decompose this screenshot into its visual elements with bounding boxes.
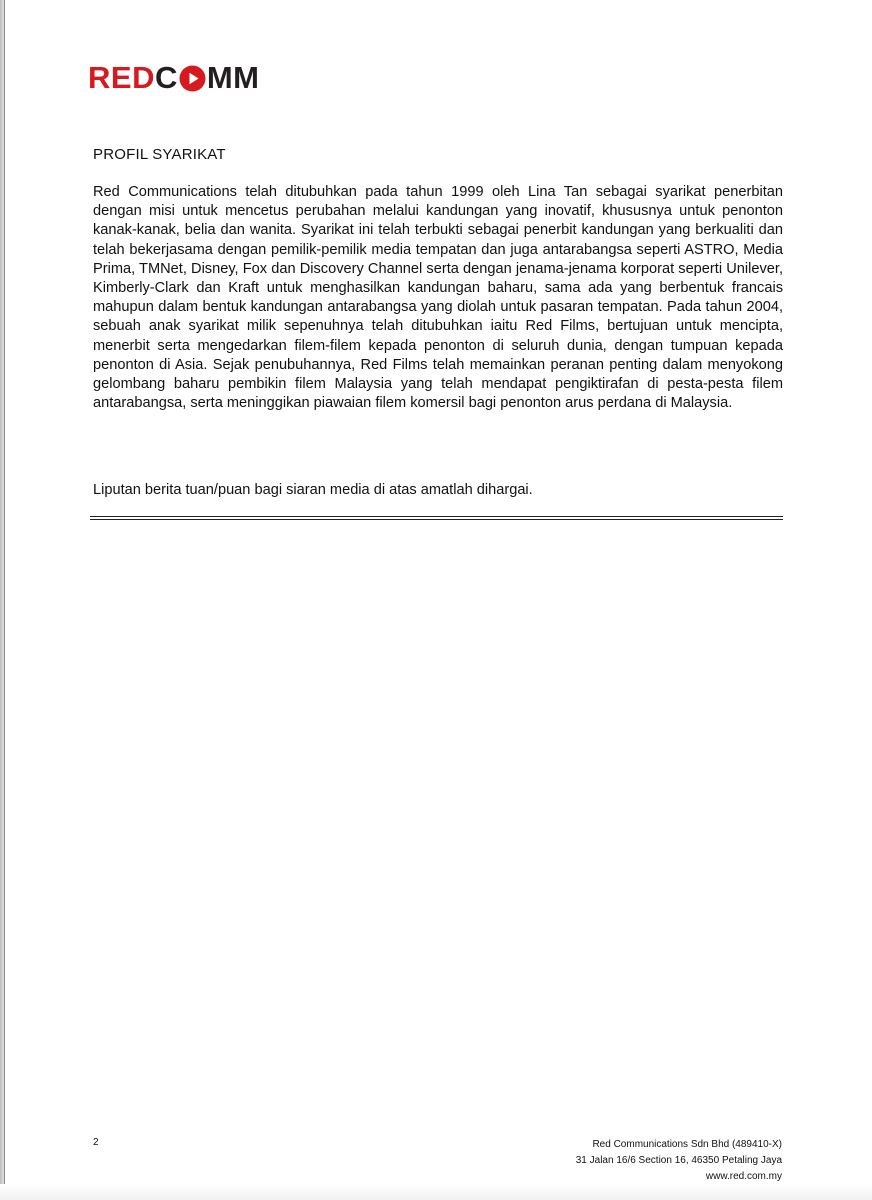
- footer-company-name: Red Communications Sdn Bhd (489410-X): [592, 1139, 782, 1150]
- logo-text-c: C: [154, 60, 178, 95]
- play-circle-icon: [179, 65, 206, 92]
- footer-website: www.red.com.my: [705, 1171, 782, 1182]
- redcomm-logo: [88, 60, 260, 96]
- double-rule-bottom: [90, 519, 783, 520]
- logo-text-mm: MM: [206, 60, 260, 95]
- footer-company-info: [576, 1137, 782, 1185]
- bottom-page-shade: [0, 1184, 872, 1200]
- page-number: 2: [93, 1137, 99, 1148]
- double-rule-top: [90, 516, 783, 517]
- company-profile-paragraph: Red Communications telah ditubuhkan pada tahun 1999 oleh Lina Tan sebagai syarikat penerbitan dengan misi untuk mencetus perubahan melalui kandungan yang inovatif, khususnya untuk penonton kanak-kanak, belia dan wanita. Syarikat ini telah terbukti sebagai penerbit kandungan yang berkualiti dan telah bekerjasama dengan pemilik-pemilik media tempatan dan juga antarabangsa seperti ASTRO, Media Prima, TMNet, Disney, Fox dan Discovery Channel serta dengan jenama-jenama korporat seperti Unilever, Kimberly-Clark dan Kraft untuk menghasilkan kandungan baharu, sama ada yang berbentuk francais mahupun dalam bentuk kandungan antarabangsa yang diolah untuk pasaran tempatan. Pada tahun 2004, sebuah anak syarikat milik sepenuhnya telah ditubuhkan iaitu Red Films, bertujuan untuk mencipta, menerbit serta mengedarkan filem-filem kepada penonton di seluruh dunia, dengan tumpuan kepada penonton di Asia. Sejak penubuhannya, Red Films telah memainkan peranan penting dalam menyokong gelombang baharu pembikin filem Malaysia yang telah mendapat pengiktirafan di pesta-pesta filem antarabangsa, serta meninggikan piawaian filem komersil bagi penonton arus perdana di Malaysia.: [93, 184, 783, 412]
- page-edge-line: [4, 0, 5, 1200]
- section-title: PROFIL SYARIKAT: [93, 146, 226, 163]
- logo-text-red: RED: [88, 60, 155, 95]
- footer-address: 31 Jalan 16/6 Section 16, 46350 Petaling Jaya: [575, 1155, 782, 1166]
- closing-line: Liputan berita tuan/puan bagi siaran media di atas amatlah dihargai.: [93, 482, 533, 498]
